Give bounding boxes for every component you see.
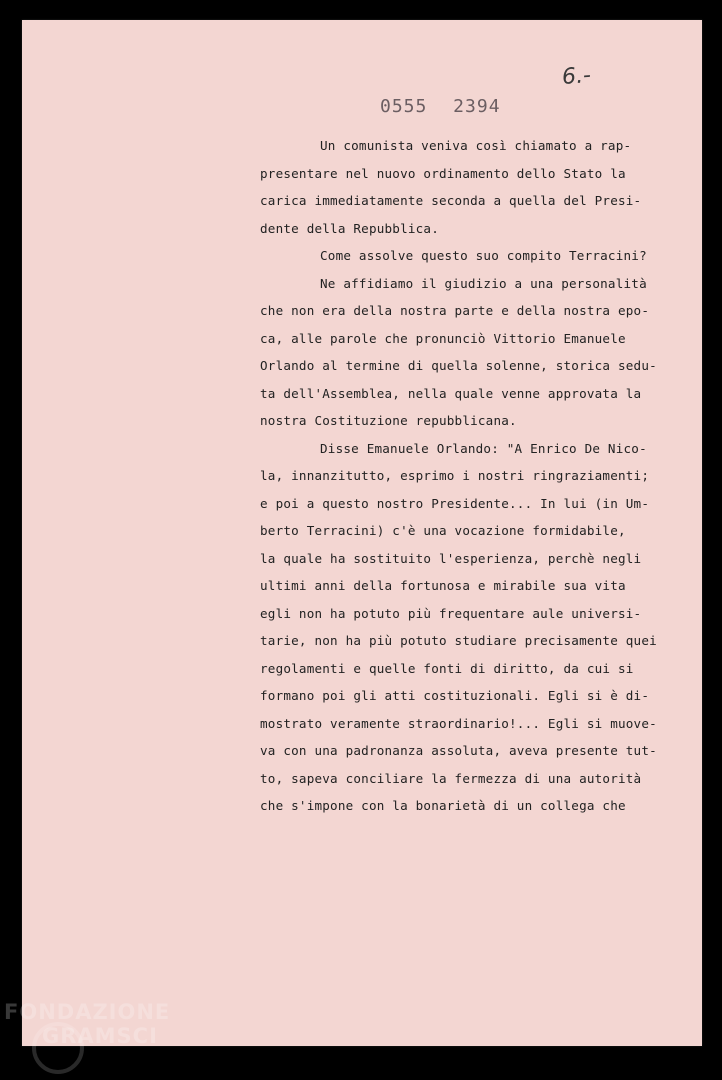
watermark-logo-icon [32, 1022, 84, 1074]
paragraph [260, 270, 657, 435]
text-line: che non era della nostra parte e della nostra epo- [260, 303, 650, 318]
text-line: formano poi gli atti costituzionali. Egli si è di- [260, 688, 650, 703]
text-line: mostrato veramente straordinario!... Egli si muove- [260, 715, 657, 731]
text-line: berto Terracini) c'è una vocazione formidabile, [260, 523, 626, 538]
text-line: to, sapeva conciliare la fermezza di una autorità [260, 770, 642, 786]
typed-text-body [260, 132, 657, 820]
text-line: nostra Costituzione repubblicana. [260, 413, 517, 428]
text-line: ultimi anni della fortunosa e mirabile sua vita [260, 578, 626, 593]
text-line: Orlando al termine di quella solenne, storica sedu- [260, 358, 657, 373]
text-line: ca, alle parole che pronunciò Vittorio Emanuele [260, 330, 626, 346]
handwritten-page-number: 6.- [561, 63, 592, 90]
watermark-line-1: FONDAZIONE [4, 1000, 171, 1024]
text-line: egli non ha potuto più frequentare aule universi- [260, 605, 642, 621]
text-line: presentare nel nuovo ordinamento dello Stato la [260, 165, 626, 181]
text-line: la, innanzitutto, esprimo i nostri ringraziamenti; [260, 468, 650, 483]
text-line: carica immediatamente seconda a quella del Presi- [260, 193, 642, 208]
fondazione-gramsci-watermark [4, 1000, 170, 1048]
paragraph [260, 132, 642, 242]
watermark-line-2: GRAMSCI [42, 1024, 158, 1048]
text-line: va con una padronanza assoluta, aveva presente tut- [260, 743, 657, 758]
text-line: regolamenti e quelle fonti di diritto, da cui si [260, 660, 634, 676]
paragraph [260, 242, 647, 270]
document-page [22, 20, 702, 1046]
text-line: Ne affidiamo il giudizio a una personalità [320, 275, 647, 291]
text-line: e poi a questo nostro Presidente... In lui (in Um- [260, 495, 650, 511]
text-line: Un comunista veniva così chiamato a rap- [320, 138, 632, 153]
text-line: dente della Repubblica. [260, 220, 439, 236]
text-line: ta dell'Assemblea, nella quale venne approvata la [260, 385, 642, 401]
archive-code: 0555 2394 [380, 96, 501, 117]
text-line: la quale ha sostituito l'esperienza, perchè negli [260, 550, 642, 566]
text-line: Come assolve questo suo compito Terracini? [320, 248, 647, 263]
paragraph [260, 435, 657, 820]
text-line: tarie, non ha più potuto studiare precisamente quei [260, 633, 657, 648]
text-line: Disse Emanuele Orlando: "A Enrico De Nico- [320, 440, 647, 456]
text-line: che s'impone con la bonarietà di un collega che [260, 798, 626, 813]
